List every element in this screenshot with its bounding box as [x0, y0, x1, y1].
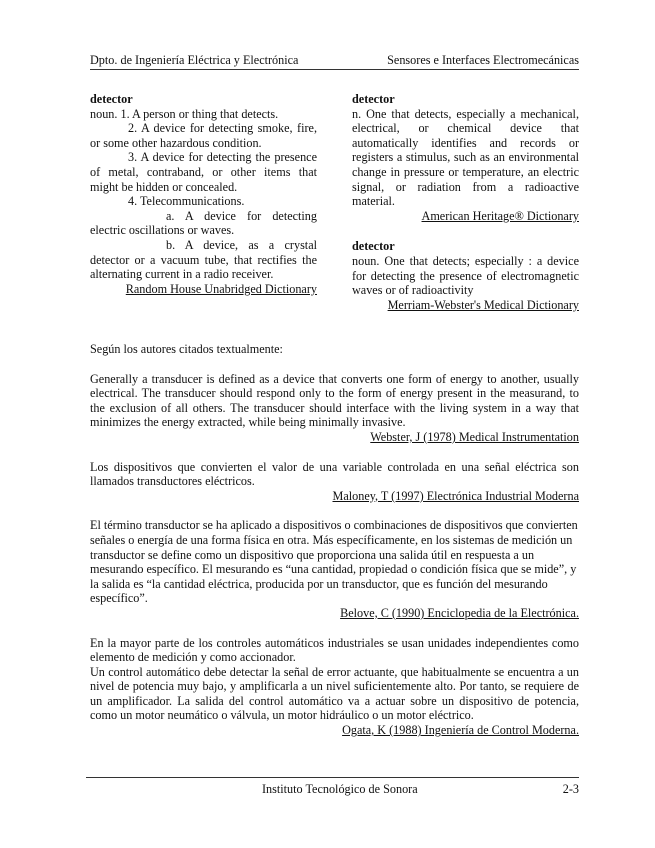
definition-term: detector — [352, 92, 395, 106]
definition-source: Random House Unabridged Dictionary — [125, 281, 317, 296]
page-footer — [86, 777, 579, 796]
quote-maloney: Los dispositivos que convierten el valor de una variable controlada en una señal eléctrica son llamados transductores eléctricos. — [90, 459, 579, 489]
definition-text: noun. One that detects; especially : a device for detecting the presence of electromagnetic waves or of radioactivity — [352, 253, 579, 298]
page-header — [90, 52, 579, 70]
definition-text: n. One that detects, especially a mechanical, electrical, or chemical device that automatically identifies and records or registers a stimulus, such as an environmental change in pressure or temperature, an electric signal, or radiation from a radioactive material. — [352, 106, 579, 209]
citation-webster: Webster, J (1978) Medical Instrumentation — [370, 429, 579, 444]
quote-ogata-1: En la mayor parte de los controles automáticos industriales se usan unidades independientes como elemento de medición y como accionador. — [90, 635, 579, 665]
quote-webster: Generally a transducer is defined as a device that converts one form of energy to another, usually electrical. The transducer should respond only to the form of energy present in the measurand, to the exclusion of all others. The transducer should interface with the living system in a way that minimizes the energy extracted, while being minimally invasive. — [90, 371, 579, 430]
definition-term: detector — [352, 239, 395, 254]
citation-ogata: Ogata, K (1988) Ingeniería de Control Moderna. — [342, 723, 579, 738]
definition-american-heritage — [352, 92, 579, 312]
definition-term: detector — [90, 92, 133, 106]
page-number: 2-3 — [562, 782, 579, 796]
definition-source: Merriam-Webster's Medical Dictionary — [387, 297, 579, 312]
citation-maloney: Maloney, T (1997) Electrónica Industrial Moderna — [332, 488, 579, 503]
definition-line: 4. Telecommunications. — [128, 194, 245, 209]
definition-line: b. A device, as a crystal detector or a vacuum tube, that rectifies the alternating current in a radio receiver. — [90, 237, 317, 282]
definition-line: a. A device for detecting electric oscillations or waves. — [90, 208, 317, 238]
definition-source: American Heritage® Dictionary — [421, 208, 579, 223]
definition-line: noun. 1. A person or thing that detects. — [90, 106, 279, 121]
footer-institution: Instituto Tecnológico de Sonora — [262, 782, 418, 796]
definitions-section — [90, 92, 579, 322]
definition-random-house — [90, 92, 317, 296]
body-text — [90, 342, 579, 738]
citation-belove: Belove, C (1990) Enciclopedia de la Electrónica. — [340, 605, 579, 620]
header-course: Sensores e Interfaces Electromecánicas — [387, 53, 579, 68]
definition-line: 3. A device for detecting the presence of metal, contraband, or other items that might be hidden or concealed. — [90, 150, 317, 194]
quote-ogata-2: Un control automático debe detectar la señal de error actuante, que habitualmente se encuentra a un nivel de potencia muy bajo, y amplificarla a un nivel suficientemente alto. Por tanto, se requiere de un amplificador. La salida del control automático va a actuar sobre un dispositivo de potencia, como un motor neumático o válvula, un motor hidráulico o un motor eléctrico. — [90, 664, 579, 723]
quote-belove: El término transductor se ha aplicado a dispositivos o combinaciones de dispositivos que convierten señales o energía de una forma física en otra. Más específicamente, en los sistemas de medición un transductor se define como un dispositivo que proporciona una salida útil en respuesta a un mesurando específico. El mesurando es “una cantidad, propiedad o condición física que se mide”, y la salida es “la cantidad eléctrica, producida por un transductor, que es función del mesurando específico”. — [90, 518, 578, 606]
intro-paragraph: Según los autores citados textualmente: — [90, 342, 283, 356]
header-department: Dpto. de Ingeniería Eléctrica y Electrónica — [90, 53, 299, 68]
definition-line: 2. A device for detecting smoke, fire, or some other hazardous condition. — [90, 121, 317, 150]
